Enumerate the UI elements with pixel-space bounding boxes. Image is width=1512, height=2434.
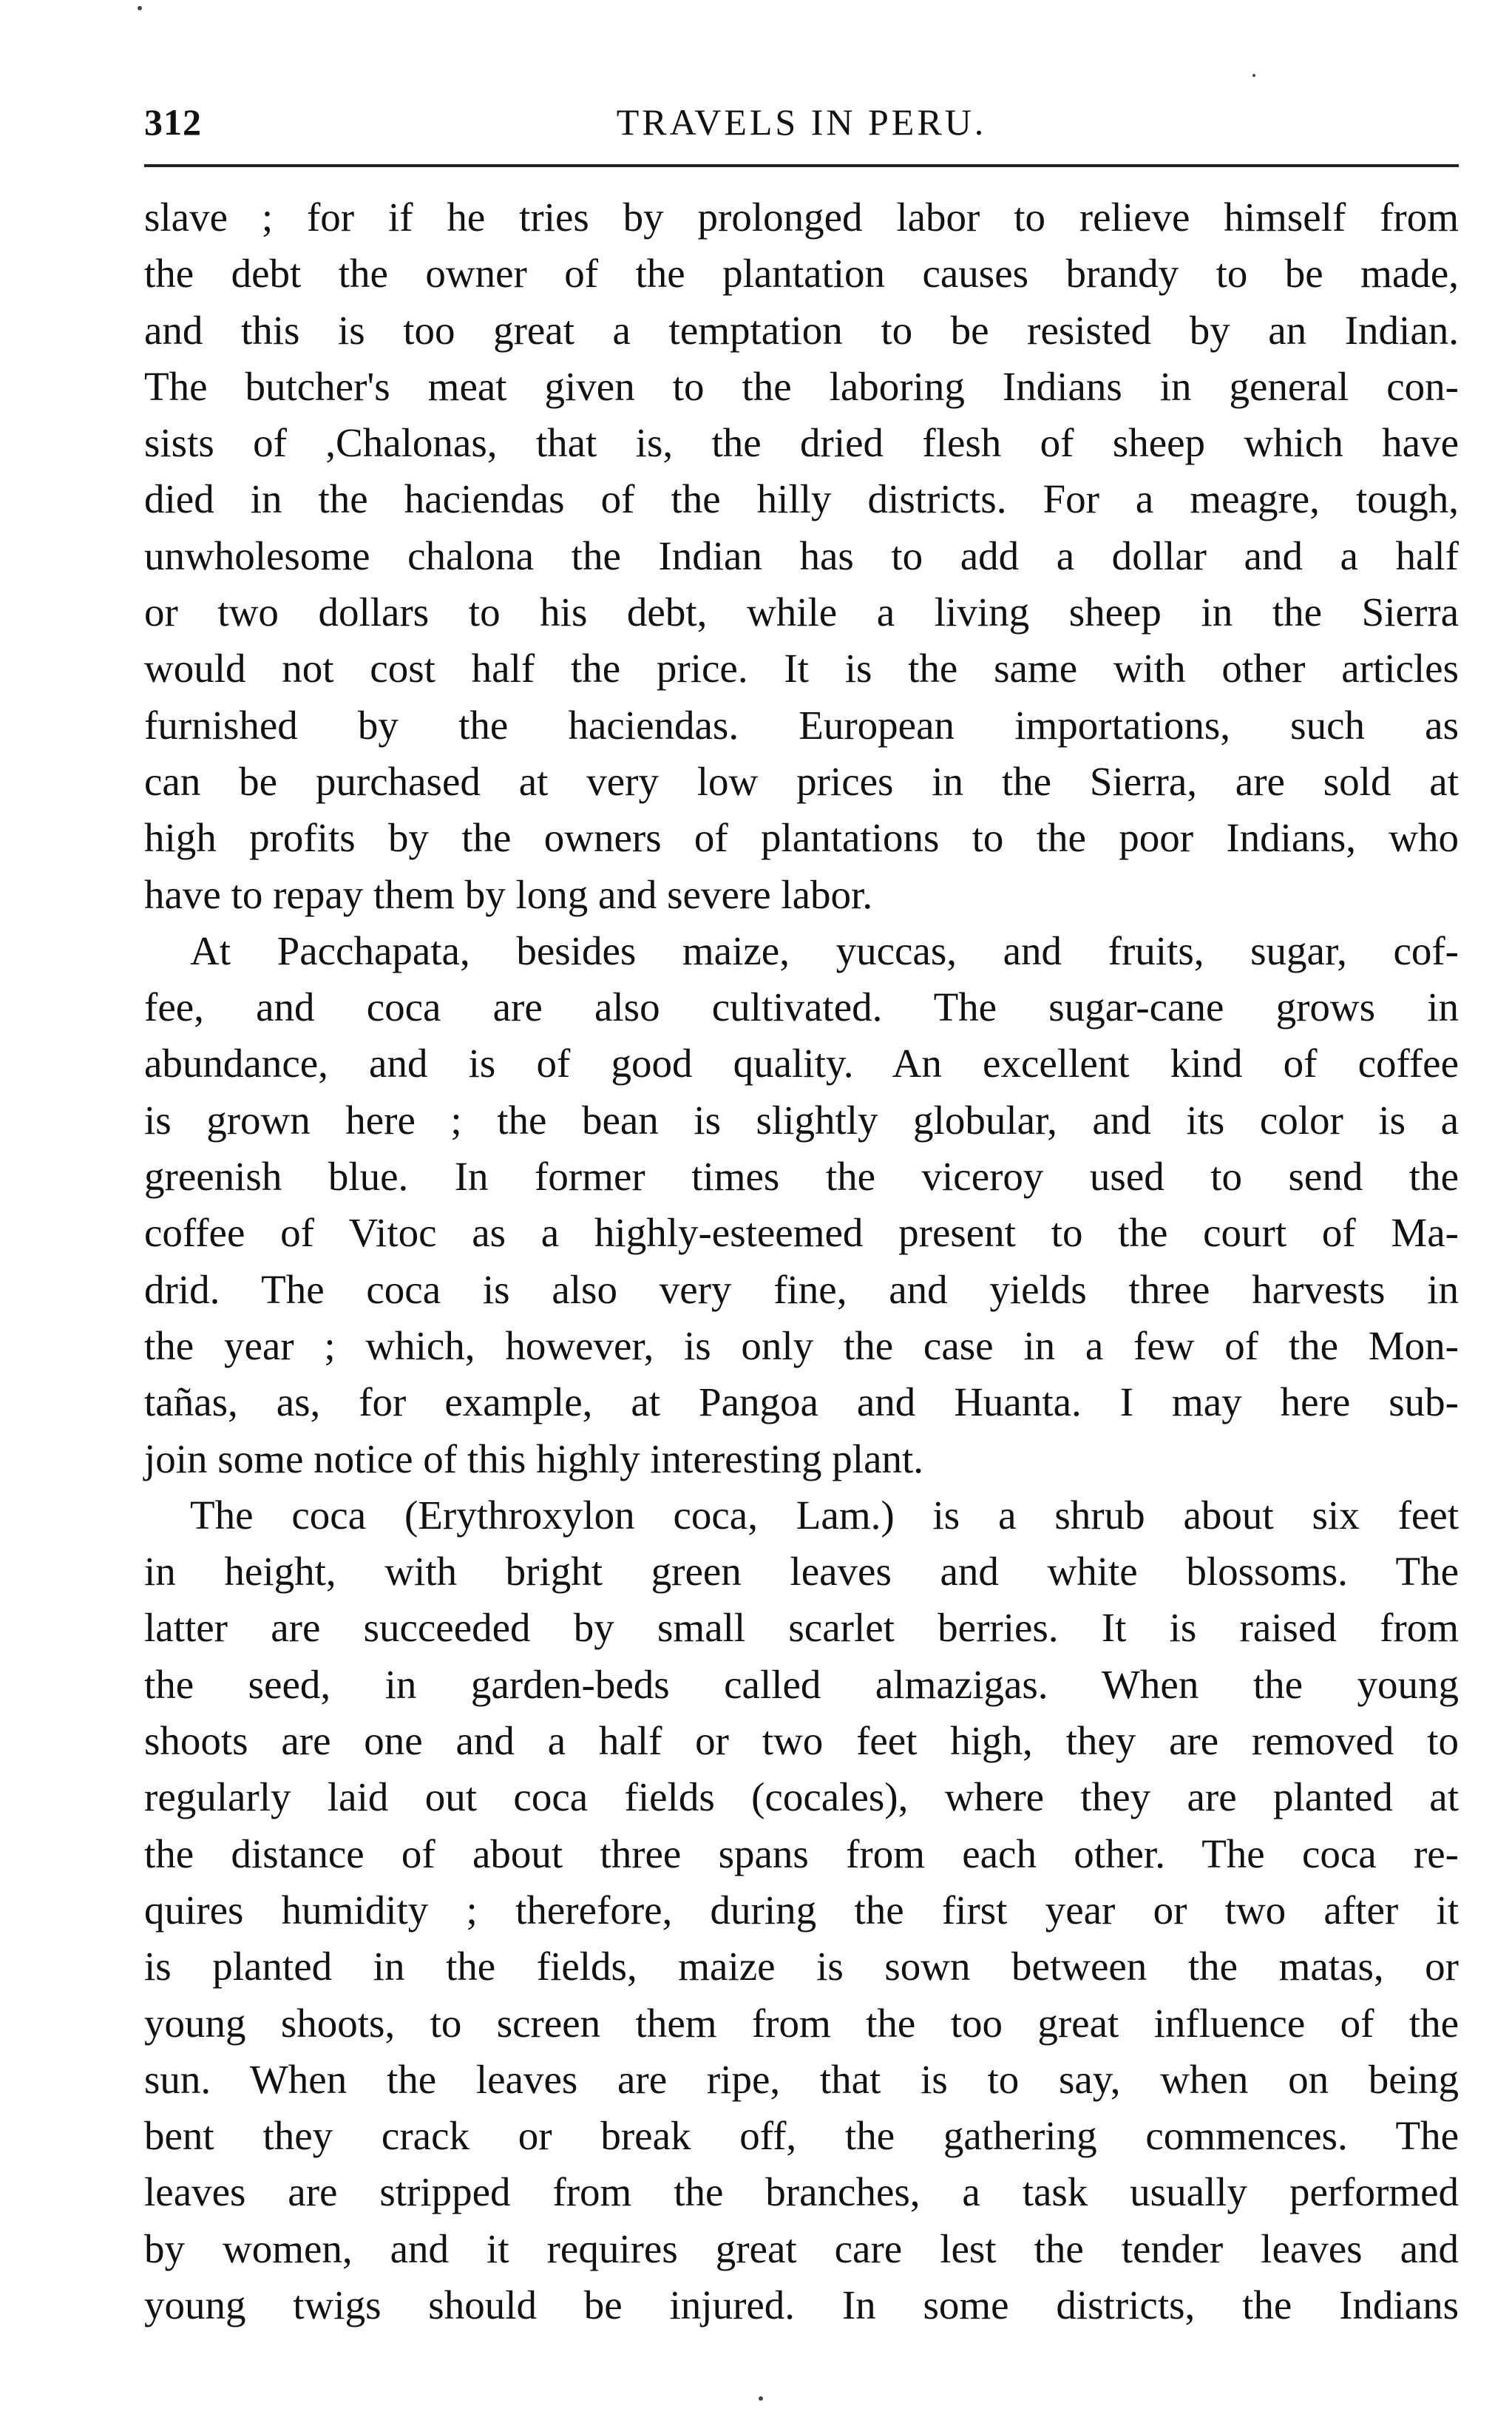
text-line: regularly laid out coca fields (cocales), where they are planted at [144,1774,1459,1820]
text-line: high profits by the owners of plantations to the poor Indians, who [144,815,1459,861]
text-line: by women, and it requires great care lest the tender leaves and [144,2225,1459,2271]
text-line: in height, with bright green leaves and white blossoms. The [144,1549,1459,1595]
text-line: or two dollars to his debt, while a living sheep in the Sierra [144,589,1459,635]
scan-speck-right [1252,74,1255,77]
text-line: quires humidity ; therefore, during the first year or two after it [144,1887,1459,1933]
text-line: is planted in the fields, maize is sown between the matas, or [144,1944,1459,1990]
text-line: slave ; for if he tries by prolonged labor to relieve himself from [144,195,1459,240]
running-head: TRAVELS IN PERU. [616,101,987,143]
scan-speck-bottom [759,2396,763,2401]
text-line: the seed, in garden-beds called almazigas. When the young [144,1661,1459,1707]
text-line: died in the haciendas of the hilly districts. For a meagre, tough, [144,476,1459,522]
text-line: furnished by the haciendas. European importations, such as [144,702,1459,748]
text-line: unwholesome chalona the Indian has to add a dollar and a half [144,533,1459,578]
paragraph-start-line: The coca (Erythroxylon coca, Lam.) is a shrub about six feet [190,1492,1459,1538]
text-line: sists of ,Chalonas, that is, the dried flesh of sheep which have [144,420,1459,466]
paragraph-end-line: join some notice of this highly interesting plant. [144,1436,924,1481]
paragraph-end-line: have to repay them by long and severe labor. [144,871,873,917]
text-line: drid. The coca is also very fine, and yields three harvests in [144,1266,1459,1312]
text-line: abundance, and is of good quality. An excellent kind of coffee [144,1041,1459,1086]
text-line: greenish blue. In former times the viceroy used to send the [144,1154,1459,1200]
text-line: The butcher's meat given to the laboring Indians in general con- [144,363,1459,409]
text-line: the distance of about three spans from each other. The coca re- [144,1830,1459,1876]
page-header [144,95,1459,161]
page-number: 312 [144,101,202,143]
scan-speck-top [138,6,142,10]
text-line: the year ; which, however, is only the case in a few of the Mon- [144,1322,1459,1368]
text-line: and this is too great a temptation to be resisted by an Indian. [144,307,1459,353]
header-rule [144,164,1459,167]
text-line: tañas, as, for example, at Pangoa and Huanta. I may here sub- [144,1379,1459,1425]
text-line: would not cost half the price. It is the same with other articles [144,646,1459,692]
text-line: latter are succeeded by small scarlet berries. It is raised from [144,1605,1459,1651]
text-line: shoots are one and a half or two feet high, they are removed to [144,1718,1459,1764]
text-line: young twigs should be injured. In some districts, the Indians [144,2282,1459,2327]
text-line: leaves are stripped from the branches, a task usually performed [144,2169,1459,2215]
text-line: can be purchased at very low prices in the Sierra, are sold at [144,758,1459,804]
text-line: sun. When the leaves are ripe, that is to say, when on being [144,2056,1459,2102]
text-line: coffee of Vitoc as a highly-esteemed present to the court of Ma- [144,1210,1459,1256]
text-line: fee, and coca are also cultivated. The sugar-cane grows in [144,984,1459,1030]
text-line: bent they crack or break off, the gathering commences. The [144,2113,1459,2159]
text-line: the debt the owner of the plantation causes brandy to be made, [144,251,1459,297]
body-text [144,189,1459,2333]
paragraph-start-line: At Pacchapata, besides maize, yuccas, and fruits, sugar, cof- [190,927,1459,973]
text-line: young shoots, to screen them from the too great influence of the [144,2000,1459,2046]
text-line: is grown here ; the bean is slightly globular, and its color is a [144,1097,1459,1143]
